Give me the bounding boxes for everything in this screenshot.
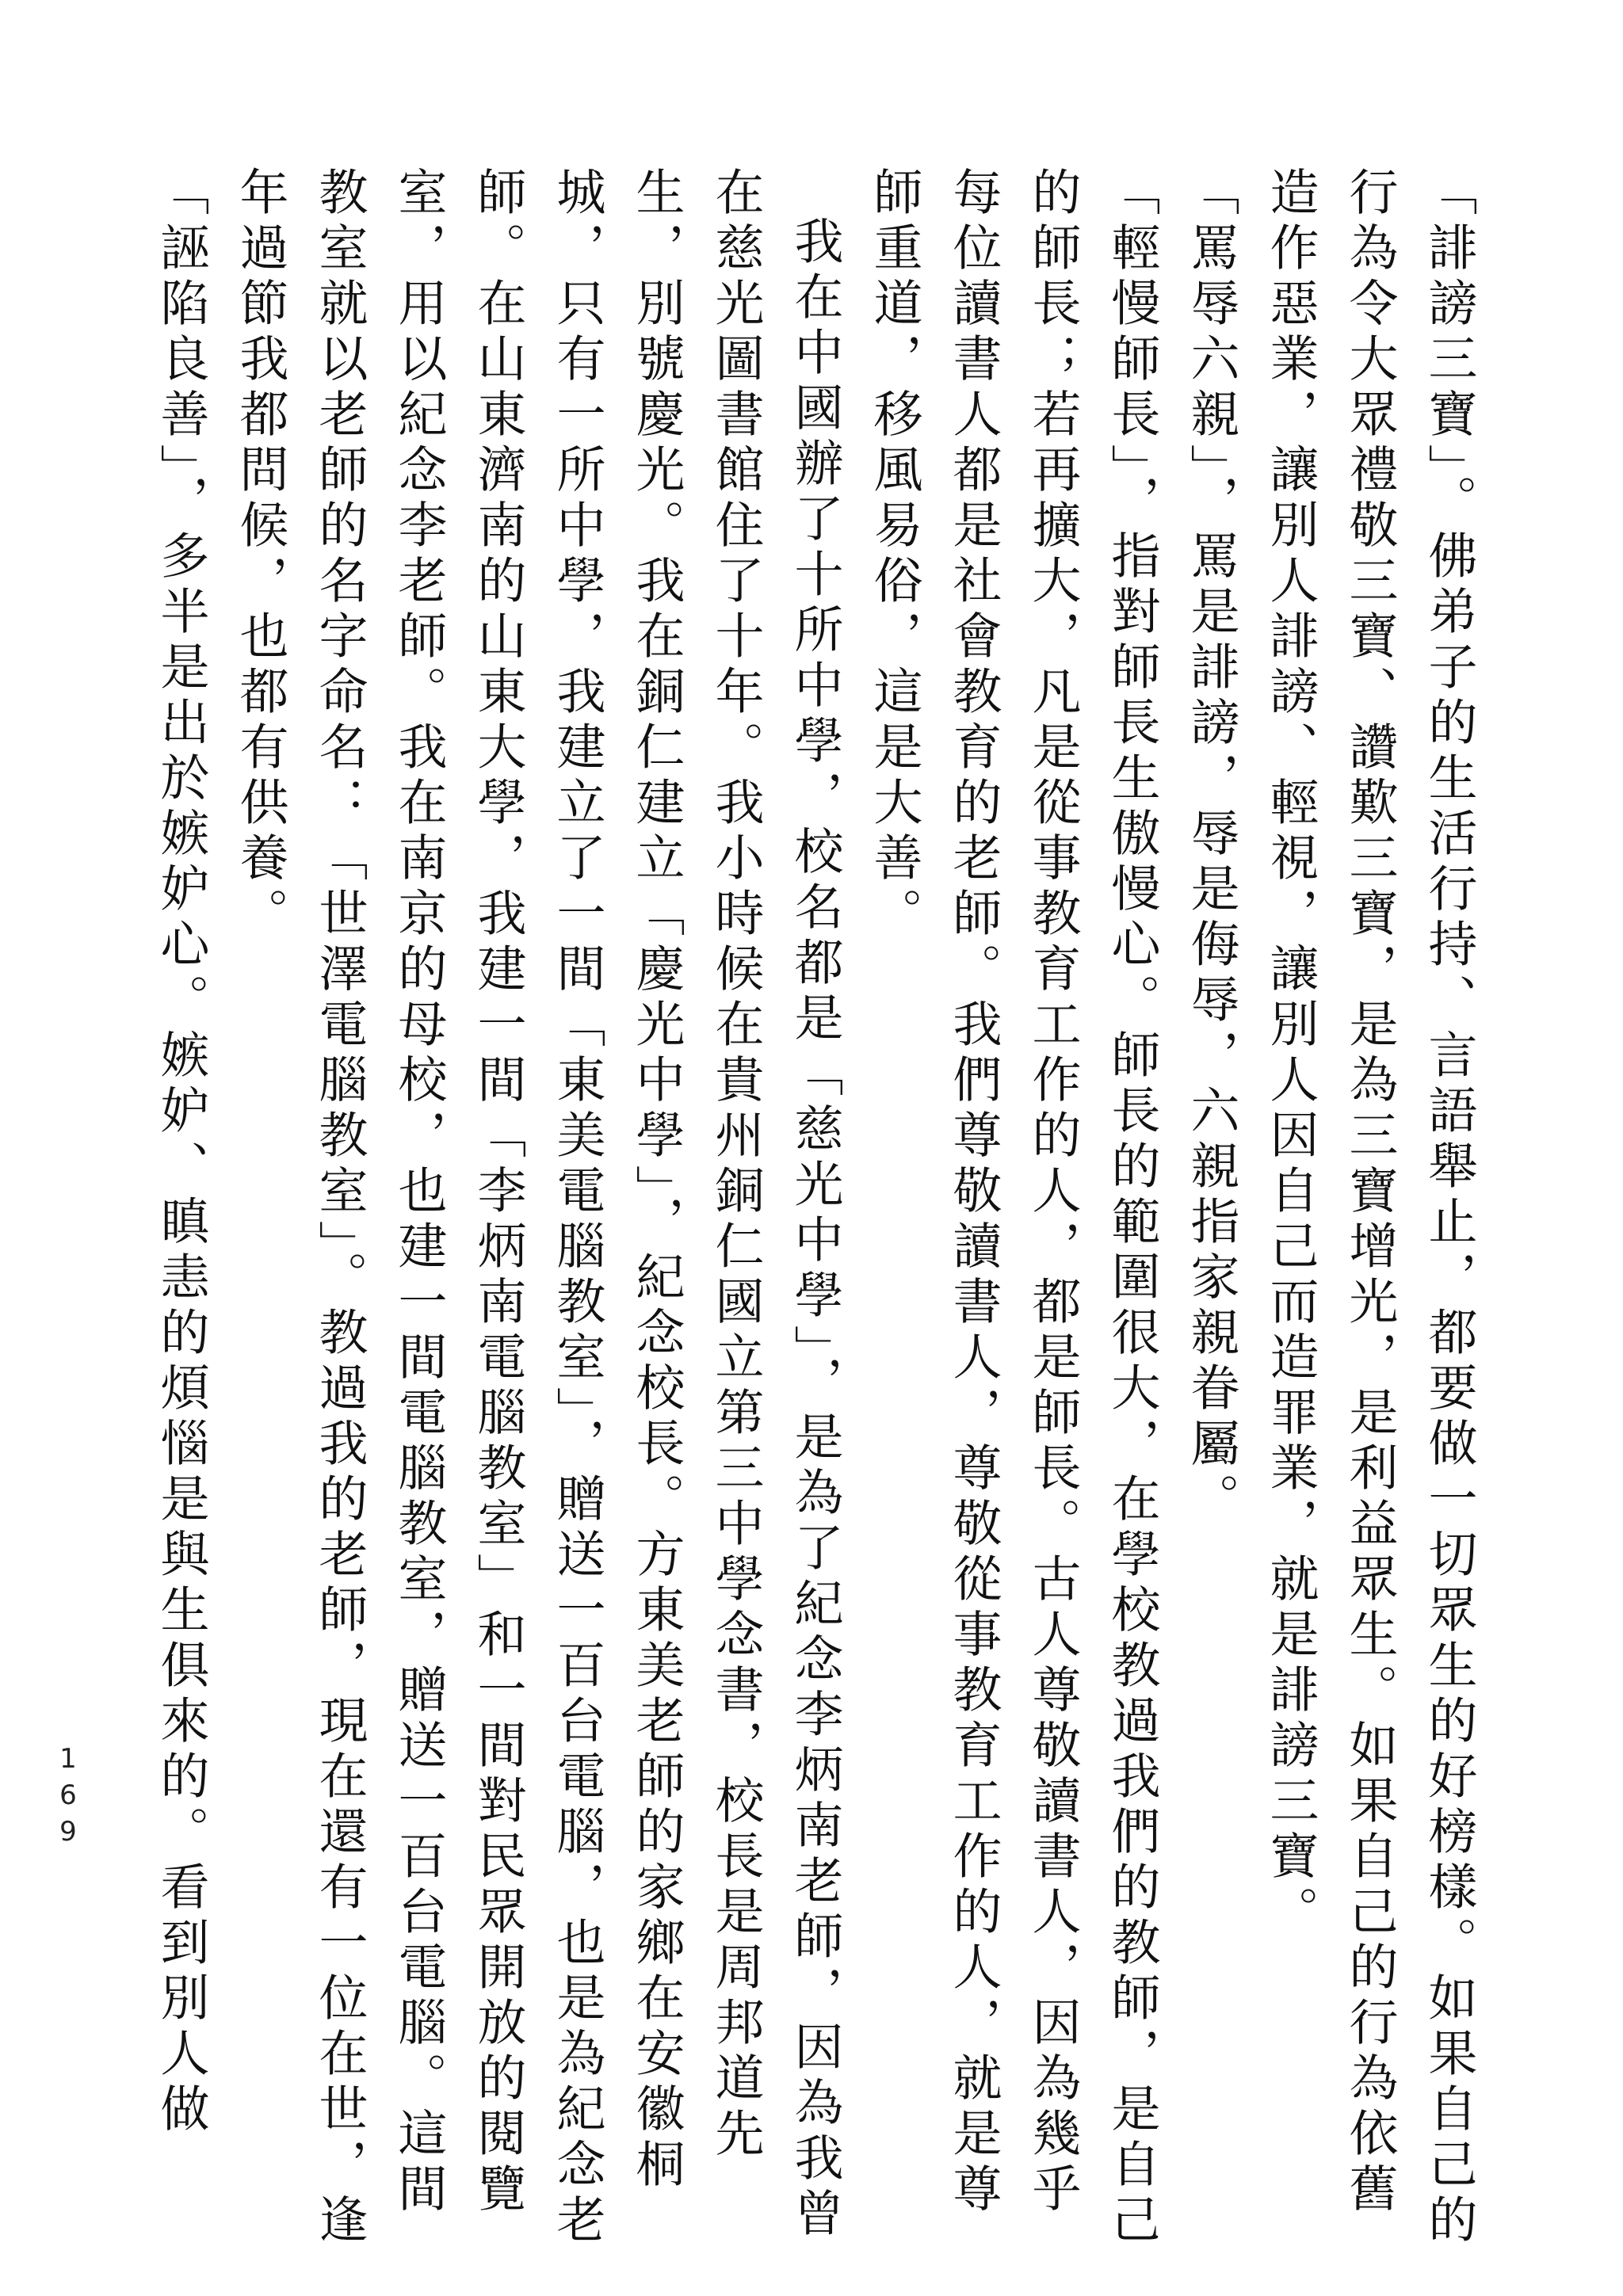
- paragraph-insult-six-relatives: 「罵辱六親」，罵是誹謗，辱是侮辱，六親指家親眷屬。: [1182, 166, 1240, 1528]
- body-text: [141, 166, 1488, 2258]
- paragraph-schools-founded: 我在中國辦了十所中學，校名都是「慈光中學」，是為了紀念李炳南老師，因為我曾在慈光圖書館住了十年。我小時候在貴州銅仁國立第三中學念書，校長是周邦道先生，別號慶光。我在銅仁建立「慶光中學」，紀念校長。方東美老師的家鄉在安徽桐城，只有一所中學，我建立了一間「東美電腦教室」，贈送一百台電腦，也是為紀念老師。在山東濟南的山東大學，我建一間「李炳南電腦教室」和一間對民眾開放的閱覽室，用以紀念李老師。我在南京的母校，也建一間電腦教室，贈送一百台電腦。這間教室就以老師的名字命名：「世澤電腦教室」。教過我的老師，現在還有一位在世，逢年過節我都問候，也都有供養。: [231, 166, 844, 2249]
- page-number: 169: [52, 1743, 84, 1852]
- paragraph-frame-good-people: 「誣陷良善」，多半是出於嫉妒心。嫉妒、瞋恚的煩惱是與生俱來的。看到別人做: [152, 166, 210, 2138]
- paragraph-slander-three-jewels: 「誹謗三寶」。佛弟子的生活行持、言語舉止，都要做一切眾生的好榜樣。如果自己的行為令大眾禮敬三寶、讚歎三寶，是為三寶增光，是利益眾生。如果自己的行為依舊造作惡業，讓別人誹謗、輕視，讓別人因自己而造罪業，就是誹謗三寶。: [1262, 166, 1478, 2249]
- paragraph-disrespect-teachers: 「輕慢師長」，指對師長生傲慢心。師長的範圍很大，在學校教過我們的教師，是自己的師長；若再擴大，凡是從事教育工作的人，都是師長。古人尊敬讀書人，因為幾乎每位讀書人都是社會教育的老師。我們尊敬讀書人，尊敬從事教育工作的人，就是尊師重道，移風易俗，這是大善。: [865, 166, 1161, 2249]
